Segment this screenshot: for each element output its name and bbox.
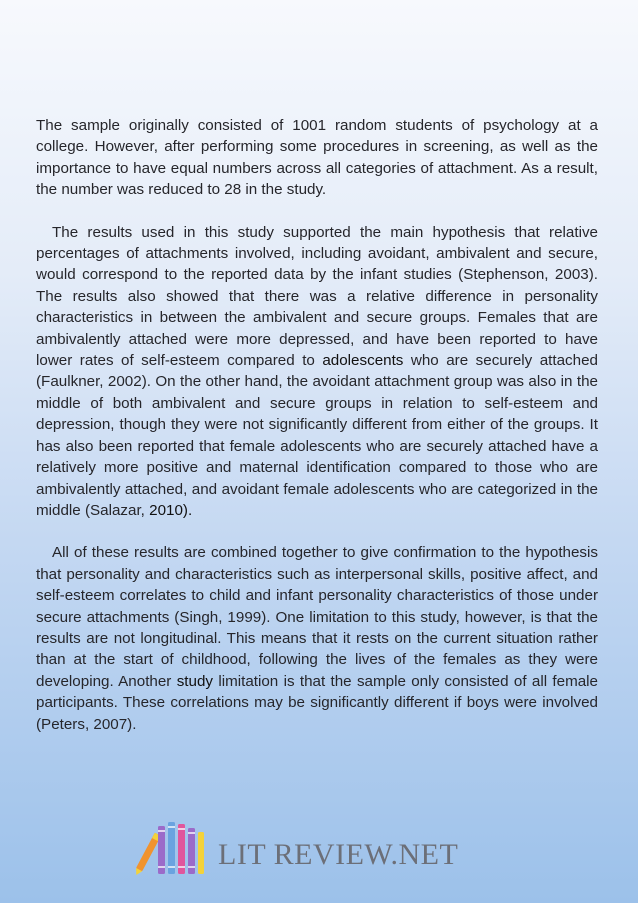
keyword-link-adolescents[interactable]: adolescents <box>322 352 404 370</box>
paragraph-2-tail: 2010). <box>149 501 193 519</box>
books-icon <box>136 818 208 878</box>
paragraph-1 <box>36 115 598 201</box>
logo-text: LIT REVIEW.NET <box>218 838 459 871</box>
paragraph-2-text-a: The results used in this study supported the main hypothesis that relative percentages of attachments involved, including avoidant, ambivalent and secure, would correspond to the reported data by the infant studies (Stephenson, 2003). The results also showed that there was a relative difference in personality characteristics in between the ambivalent and secure groups. Females that are ambivalently attached were more depressed, and have been reported to have lower rates of self-esteem compared to <box>36 223 598 370</box>
paragraph-2 <box>36 222 598 522</box>
paragraph-1-text: The sample originally consisted of 1001 random students of psychology at a college. However, after performing some procedures in screening, as well as the importance to have equal numbers across all categories of attachment. As a result, the number was reduced to 28 in the study. <box>36 117 598 199</box>
document-body <box>36 115 598 756</box>
paragraph-2-text-b: who are securely attached (Faulkner, 2002). On the other hand, the avoidant attachment group was also in the middle of both ambivalent and secure groups in relation to self-esteem and depression, though they were not significantly different from either of the groups. It has also been reported that female adolescents who are securely attached have a relatively more positive and maternal identification compared to those who are ambivalently attached, and avoidant female adolescents who are categorized in the middle (Salazar, <box>36 352 598 519</box>
keyword-link-study[interactable]: study <box>176 672 213 690</box>
paragraph-3 <box>36 542 598 735</box>
paragraph-3-text-a: All of these results are combined together to give confirmation to the hypothesis that personality and characteristics such as interpersonal skills, positive affect, and self-esteem correlates to child and infant personality characteristics of those under secure attachments (Singh, 1999). One limitation to this study, however, is that the results are not longitudinal. This means that it rests on the current situation rather than at the start of childhood, following the lives of the females as they were developing. Another <box>36 544 598 690</box>
site-logo[interactable] <box>136 818 496 878</box>
paragraph-3-text-b: limitation is that the sample only consisted of all female participants. These correlations may be significantly different if boys were involved (Peters, 2007). <box>36 672 598 733</box>
